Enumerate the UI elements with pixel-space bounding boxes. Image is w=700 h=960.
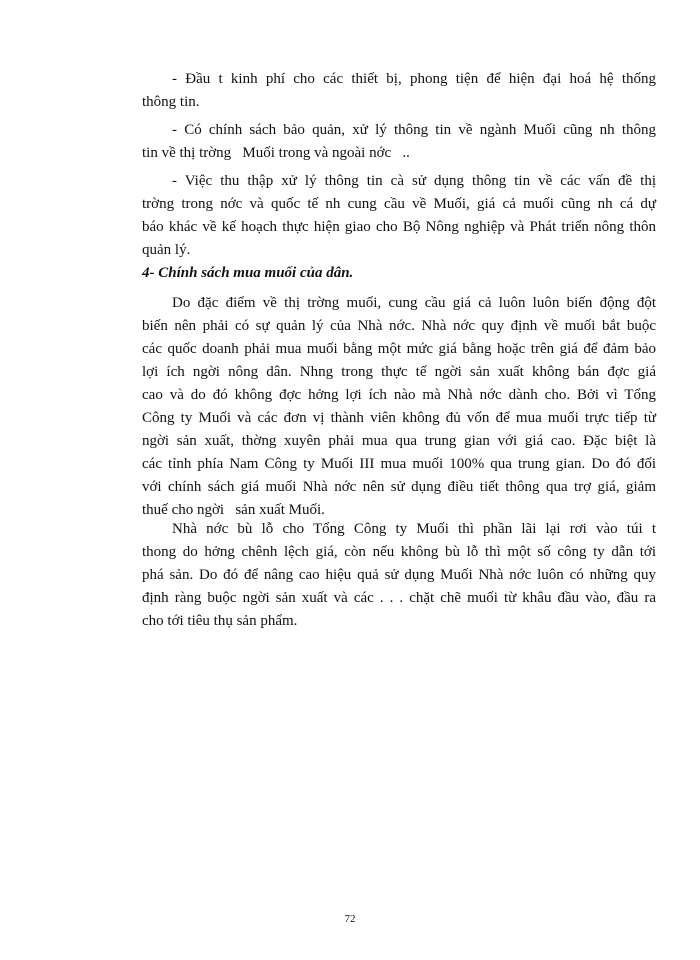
paragraph-line: với chính sách giá muối Nhà nớc nên sử dụng điều tiết thông qua trợ giá, giảm [142, 479, 656, 495]
paragraph-line: cho tới tiêu thụ sản phẩm. [142, 613, 298, 629]
paragraph-5 [142, 518, 656, 633]
paragraph-line: ngời sản xuất, thờng xuyên phải mua qua trung gian với giá cao. Đặc biệt là [142, 433, 656, 449]
paragraph-line: - Đầu t kinh phí cho các thiết bị, phong tiện để hiện đại hoá hệ thống [172, 71, 656, 87]
paragraph-1 [142, 68, 656, 114]
paragraph-line: biến nên phải có sự quản lý của Nhà nớc. Nhà nớc quy định về muối bắt buộc [142, 318, 656, 334]
paragraph-line: - Việc thu thập xử lý thông tin cà sử dụng thông tin về các vấn đề thị [172, 173, 656, 189]
section-heading: 4- Chính sách mua muối của dân. [142, 265, 354, 281]
paragraph-line: báo khác về kế hoạch thực hiện giao cho Bộ Nông nghiệp và Phát triển nông thôn [142, 219, 656, 235]
page-number: 72 [344, 913, 356, 925]
paragraph-line: trờng trong nớc và quốc tế nh cung cầu về Muối, giá cả muối cũng nh cá dự [142, 196, 656, 212]
paragraph-2 [142, 119, 656, 165]
paragraph-4 [142, 292, 656, 522]
paragraph-line: thuế cho ngời sản xuất Muối. [142, 502, 325, 518]
paragraph-line: cao và do đó không đợc hởng lợi ích nào mà Nhà nớc dành cho. Bởi vì Tổng [142, 387, 656, 403]
paragraph-line: quản lý. [142, 242, 191, 258]
paragraph-line: Do đặc điểm về thị trờng muối, cung cầu giá cả luôn luôn biến động đột [172, 295, 656, 311]
paragraph-3 [142, 170, 656, 262]
paragraph-line: Nhà nớc bù lỗ cho Tổng Công ty Muối thì phần lãi lại rơi vào túi t [172, 521, 656, 537]
paragraph-line: các tỉnh phía Nam Công ty Muối III mua muối 100% qua trung gian. Do đó đối [142, 456, 656, 472]
paragraph-line: lợi ích ngời nông dân. Nhng trong thực tế ngời sản xuất không bán đợc giá [142, 364, 656, 380]
paragraph-line: tin về thị trờng Muối trong và ngoài nớc .. [142, 145, 410, 161]
paragraph-line: phá sản. Do đó để nâng cao hiệu quả sử dụng Muối Nhà nớc luôn có những quy [142, 567, 656, 583]
paragraph-line: các quốc doanh phải mua muối bằng một mức giá bằng hoặc trên giá để đảm bảo [142, 341, 656, 357]
paragraph-line: - Có chính sách bảo quản, xử lý thông tin về ngành Muối cũng nh thông [172, 122, 656, 138]
paragraph-line: định ràng buộc ngời sản xuất và các . . . chặt chẽ muối từ khâu đầu vào, đầu ra [142, 590, 656, 606]
paragraph-line: thong do hởng chênh lệch giá, còn nếu không bù lỗ thì một số công ty dẫn tới [142, 544, 656, 560]
paragraph-line: Công ty Muối và các đơn vị thành viên không đủ vốn để mua muối trực tiếp từ [142, 410, 656, 426]
paragraph-line: thông tin. [142, 94, 200, 110]
